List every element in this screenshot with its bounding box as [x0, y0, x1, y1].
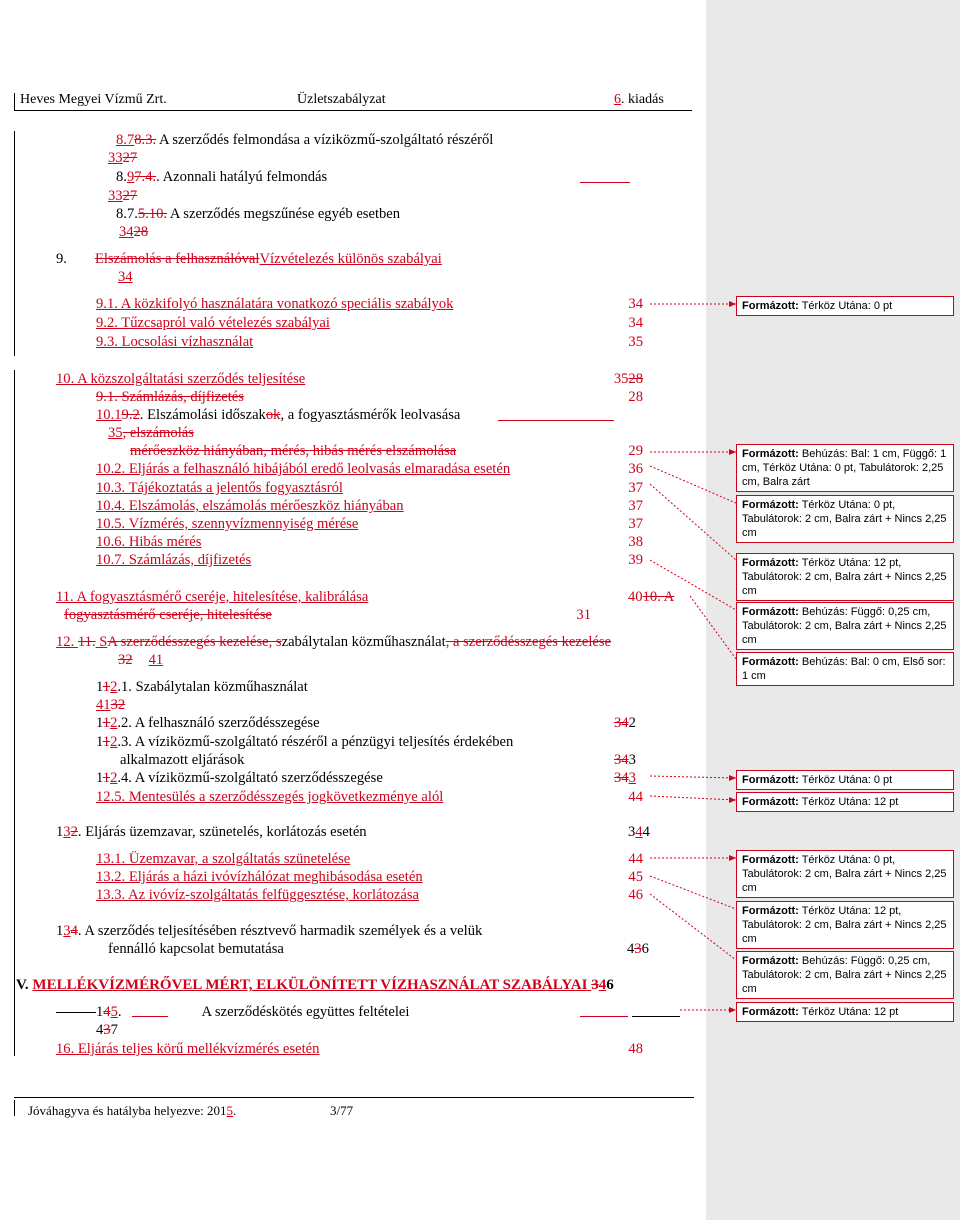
toc-page-number: 34 — [118, 269, 133, 285]
toc-page-number: 4132 — [96, 697, 126, 713]
toc-page-number: 3428 — [119, 224, 149, 240]
format-balloon[interactable]: Formázott: Térköz Utána: 0 pt, Tabulátorok: 2 cm, Balra zárt + Nincs 2,25 cm — [736, 495, 954, 543]
format-balloon[interactable]: Formázott: Térköz Utána: 0 pt, Tabulátorok: 2 cm, Balra zárt + Nincs 2,25 cm — [736, 850, 954, 898]
footer-page-number: 3/77 — [330, 1103, 354, 1118]
toc-entry-10-2[interactable]: 10.2. Eljárás a felhasználó hibájából eredő leolvasás elmaradása esetén 36 — [96, 461, 643, 477]
format-balloon[interactable]: Formázott: Térköz Utána: 12 pt — [736, 1002, 954, 1022]
toc-entry-deleted-measurement[interactable]: mérőeszköz hiányában, mérés, hibás mérés elszámolása 29 — [130, 443, 643, 459]
tab-leader — [132, 1016, 168, 1017]
toc-entry-13[interactable]: 132. Eljárás üzemzavar, szünetelés, korlátozás esetén 344 — [56, 824, 650, 840]
toc-entry-10-1[interactable]: 10.19.2. Elszámolási időszakok, a fogyasztásmérők leolvasása — [96, 407, 461, 423]
toc-entry-8-3[interactable]: 8.78.3. A szerződés felmondása a víziközmű-szolgáltató részéről — [116, 132, 494, 148]
toc-entry-10-6[interactable]: 10.6. Hibás mérés 38 — [96, 534, 643, 550]
toc-entry-13-2[interactable]: 13.2. Eljárás a házi ivóvízhálózat meghibásodása esetén 45 — [96, 869, 643, 885]
format-balloon[interactable]: Formázott: Behúzás: Függő: 0,25 cm, Tabulátorok: 2 cm, Balra zárt + Nincs 2,25 cm — [736, 602, 954, 650]
footer-approval: Jóváhagyva és hatályba helyezve: 2015. — [28, 1103, 237, 1118]
toc-page-number: 35, elszámolás — [108, 425, 194, 441]
change-bar — [14, 93, 15, 111]
tab-leader — [580, 1016, 628, 1017]
toc-entry-10-4[interactable]: 10.4. Elszámolás, elszámolás mérőeszköz hiányában 37 — [96, 498, 643, 514]
format-balloon[interactable]: Formázott: Térköz Utána: 12 pt — [736, 792, 954, 812]
format-balloon[interactable]: Formázott: Behúzás: Függő: 0,25 cm, Tabulátorok: 2 cm, Balra zárt + Nincs 2,25 cm — [736, 951, 954, 999]
change-bar — [14, 1100, 15, 1116]
toc-entry-12-4[interactable]: 112.4. A víziközmű-szolgáltató szerződésszegése 343 — [96, 770, 636, 786]
toc-entry-deleted-10[interactable]: fogyasztásmérő cseréje, hitelesítése 31 — [64, 607, 591, 623]
toc-entry-9-2[interactable]: 9.2. Tűzcsapról való vételezés szabályai 34 — [96, 315, 643, 331]
toc-entry-10-7[interactable]: 10.7. Számlázás, díjfizetés 39 — [96, 552, 643, 568]
toc-entry-8-5[interactable]: 8.7.5.10. A szerződés megszűnése egyéb esetben — [116, 206, 401, 222]
header-company: Heves Megyei Vízmű Zrt. — [20, 92, 167, 107]
change-bar — [14, 131, 15, 356]
toc-entry-8-4[interactable]: 8.97.4.. Azonnali hatályú felmondás — [116, 169, 328, 185]
toc-entry-9[interactable]: 9. Elszámolás a felhasználóvalVízvételezés különös szabályai — [56, 251, 442, 267]
toc-entry-13-1[interactable]: 13.1. Üzemzavar, a szolgáltatás szünetelése 44 — [96, 851, 643, 867]
toc-entry-14-cont: fennálló kapcsolat bemutatása 436 — [108, 941, 649, 957]
toc-page-number: 32 41 — [118, 652, 164, 668]
toc-entry-deleted-9-1[interactable]: 9.1. Számlázás, díjfizetés 28 — [96, 389, 643, 405]
format-balloon[interactable]: Formázott: Térköz Utána: 0 pt — [736, 770, 954, 790]
toc-entry-part-v[interactable]: V. MELLÉKVÍZMÉRŐVEL MÉRT, ELKÜLÖNÍTETT VÍZHASZNÁLAT SZABÁLYAI 346 — [16, 977, 614, 993]
toc-entry-15[interactable]: 145. A szerződéskötés együttes feltételei — [56, 1003, 409, 1021]
toc-page-number: 437 — [96, 1022, 118, 1038]
change-bar — [14, 370, 15, 1056]
tab-leader — [498, 420, 614, 421]
format-balloon[interactable]: Formázott: Behúzás: Bal: 0 cm, Első sor: 1 cm — [736, 652, 954, 686]
toc-entry-10-5[interactable]: 10.5. Vízmérés, szennyvízmennyiség mérése 37 — [96, 516, 643, 532]
toc-page-number: 3327 — [108, 188, 138, 204]
toc-entry-14[interactable]: 134. A szerződés teljesítésében résztvevő harmadik személyek és a velük — [56, 923, 483, 939]
tab-leader — [580, 182, 630, 183]
header-edition-number: 6 — [614, 92, 621, 107]
header-title: Üzletszabályzat — [297, 92, 386, 107]
header-rule — [14, 110, 692, 111]
format-balloon[interactable]: Formázott: Térköz Utána: 12 pt, Tabulátorok: 2 cm, Balra zárt + Nincs 2,25 cm — [736, 901, 954, 949]
toc-entry-12-3-cont: alkalmazott eljárások 343 — [120, 752, 636, 768]
header-edition: 6. kiadás — [614, 92, 664, 107]
footer-rule — [14, 1097, 694, 1098]
toc-entry-12-1[interactable]: 112.1. Szabálytalan közműhasználat — [96, 679, 308, 695]
toc-entry-11[interactable]: 11. A fogyasztásmérő cseréje, hitelesítése, kalibrálása 4010. A — [56, 589, 675, 605]
format-balloon[interactable]: Formázott: Térköz Utána: 12 pt, Tabulátorok: 2 cm, Balra zárt + Nincs 2,25 cm — [736, 553, 954, 601]
format-balloon[interactable]: Formázott: Behúzás: Bal: 1 cm, Függő: 1 cm, Térköz Utána: 0 pt, Tabulátorok: 2,25 cm, Balra zárt — [736, 444, 954, 492]
toc-entry-10[interactable]: 10. A közszolgáltatási szerződés teljesítése 3528 — [56, 371, 643, 387]
toc-entry-12[interactable]: 12. 11. SA szerződésszegés kezelése, szabálytalan közműhasználat, a szerződésszegés kezelése — [56, 634, 612, 650]
toc-entry-12-2[interactable]: 112.2. A felhasználó szerződésszegése 342 — [96, 715, 636, 731]
toc-entry-12-3[interactable]: 112.3. A víziközmű-szolgáltató részéről a pénzügyi teljesítés érdekében — [96, 734, 514, 750]
toc-entry-13-3[interactable]: 13.3. Az ivóvíz-szolgáltatás felfüggesztése, korlátozása 46 — [96, 887, 643, 903]
tab-leader — [632, 1016, 680, 1017]
toc-entry-16[interactable]: 16. Eljárás teljes körű mellékvízmérés esetén 48 — [56, 1041, 643, 1057]
toc-entry-9-3[interactable]: 9.3. Locsolási vízhasználat 35 — [96, 334, 643, 350]
toc-page-number: 3327 — [108, 150, 138, 166]
toc-entry-9-1[interactable]: 9.1. A közkifolyó használatára vonatkozó speciális szabályok 34 — [96, 296, 643, 312]
toc-entry-10-3[interactable]: 10.3. Tájékoztatás a jelentős fogyasztásról 37 — [96, 480, 643, 496]
format-balloon[interactable]: Formázott: Térköz Utána: 0 pt — [736, 296, 954, 316]
toc-entry-12-5[interactable]: 12.5. Mentesülés a szerződésszegés jogkövetkezménye alól 44 — [96, 789, 643, 805]
